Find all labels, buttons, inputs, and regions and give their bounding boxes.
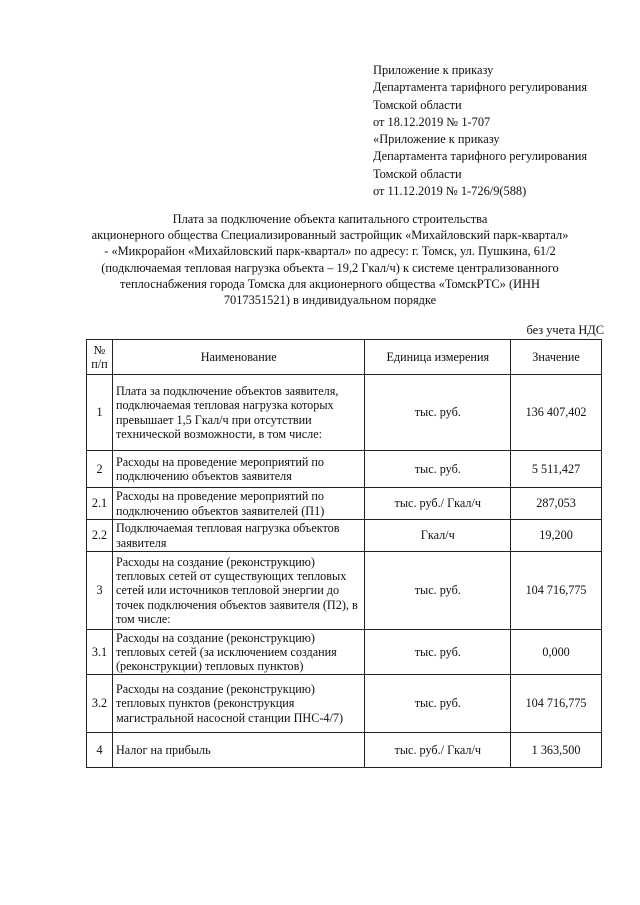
row-value: 0,000 xyxy=(511,630,602,675)
header-line: Департамента тарифного регулирования xyxy=(373,149,588,164)
table-row xyxy=(87,520,602,552)
row-name: Плата за подключение объектов заявителя, подключаемая тепловая нагрузка которых превышает 1,5 Гкал/ч при отсутствии технической возможности, в том числе: xyxy=(112,375,364,451)
header-line: «Приложение к приказу xyxy=(373,132,500,147)
row-value: 5 511,427 xyxy=(511,451,602,488)
row-name: Расходы на проведение мероприятий по подключению объектов заявителя xyxy=(112,451,364,488)
tariff-table xyxy=(86,339,602,768)
row-name: Расходы на создание (реконструкцию) тепловых пунктов (реконструкция магистральной насосной станции ПНС-4/7) xyxy=(112,675,364,733)
row-num: 4 xyxy=(87,733,113,768)
vat-note: без учета НДС xyxy=(526,323,604,337)
header-line: Приложение к приказу xyxy=(373,63,494,77)
row-unit: тыс. руб. xyxy=(365,675,511,733)
header-num-line2: п/п xyxy=(91,357,108,371)
title-line: теплоснабжения города Томска для акционерного общества «ТомскРТС» (ИНН xyxy=(120,276,540,291)
row-name: Расходы на создание (реконструкцию) тепловых сетей от существующих тепловых сетей или источников тепловой энергии до точек подключения объектов заявителя (П2), в том числе: xyxy=(112,552,364,630)
row-unit: тыс. руб./ Гкал/ч xyxy=(365,488,511,520)
row-num: 2.2 xyxy=(87,520,113,552)
row-name: Налог на прибыль xyxy=(112,733,364,768)
title-line: акционерного общества Специализированный застройщик «Михайловский парк-квартал» xyxy=(91,228,569,243)
row-value: 1 363,500 xyxy=(511,733,602,768)
header-line: Томской области xyxy=(373,97,462,112)
header-num-line1: № xyxy=(93,342,106,357)
row-name: Расходы на создание (реконструкцию) тепловых сетей (за исключением создания (реконструкции) тепловых пунктов) xyxy=(112,630,364,675)
title-line: 7017351521) в индивидуальном порядке xyxy=(223,293,437,308)
row-value: 104 716,775 xyxy=(511,675,602,733)
row-value: 104 716,775 xyxy=(511,552,602,630)
header-value: Значение xyxy=(511,340,602,375)
row-name: Подключаемая тепловая нагрузка объектов заявителя xyxy=(112,520,364,552)
row-num: 3 xyxy=(87,552,113,630)
row-num: 3.2 xyxy=(87,675,113,733)
header-line: Департамента тарифного регулирования xyxy=(373,80,588,95)
row-value: 19,200 xyxy=(511,520,602,552)
table-row xyxy=(87,451,602,488)
header-num xyxy=(87,340,113,375)
row-unit: тыс. руб./ Гкал/ч xyxy=(365,733,511,768)
title-line: (подключаемая тепловая нагрузка объекта – 19,2 Гкал/ч) к системе централизованного xyxy=(101,260,559,275)
header-line: от 18.12.2019 № 1-707 xyxy=(373,114,491,129)
row-unit: тыс. руб. xyxy=(365,375,511,451)
order-appendix-header xyxy=(373,62,633,200)
row-value: 287,053 xyxy=(511,488,602,520)
title-line: - «Микрорайон «Михайловский парк-квартал» по адресу: г. Томск, ул. Пушкина, 61/2 xyxy=(104,244,556,259)
table-row xyxy=(87,675,602,733)
row-num: 2 xyxy=(87,451,113,488)
row-unit: тыс. руб. xyxy=(365,451,511,488)
row-name: Расходы на проведение мероприятий по подключению объектов заявителей (П1) xyxy=(112,488,364,520)
row-value: 136 407,402 xyxy=(511,375,602,451)
header-unit: Единица измерения xyxy=(365,340,511,375)
table-row xyxy=(87,733,602,768)
document-title xyxy=(60,211,600,308)
row-num: 3.1 xyxy=(87,630,113,675)
row-num: 1 xyxy=(87,375,113,451)
table-row xyxy=(87,375,602,451)
header-line: Томской области xyxy=(373,166,462,181)
table-row xyxy=(87,552,602,630)
row-unit: Гкал/ч xyxy=(365,520,511,552)
header-name: Наименование xyxy=(112,340,364,375)
header-line: от 11.12.2019 № 1-726/9(588) xyxy=(373,184,527,199)
row-unit: тыс. руб. xyxy=(365,630,511,675)
table-row xyxy=(87,488,602,520)
table-row xyxy=(87,630,602,675)
row-num: 2.1 xyxy=(87,488,113,520)
table-header-row xyxy=(87,340,602,375)
title-line: Плата за подключение объекта капитального строительства xyxy=(172,212,488,226)
row-unit: тыс. руб. xyxy=(365,552,511,630)
